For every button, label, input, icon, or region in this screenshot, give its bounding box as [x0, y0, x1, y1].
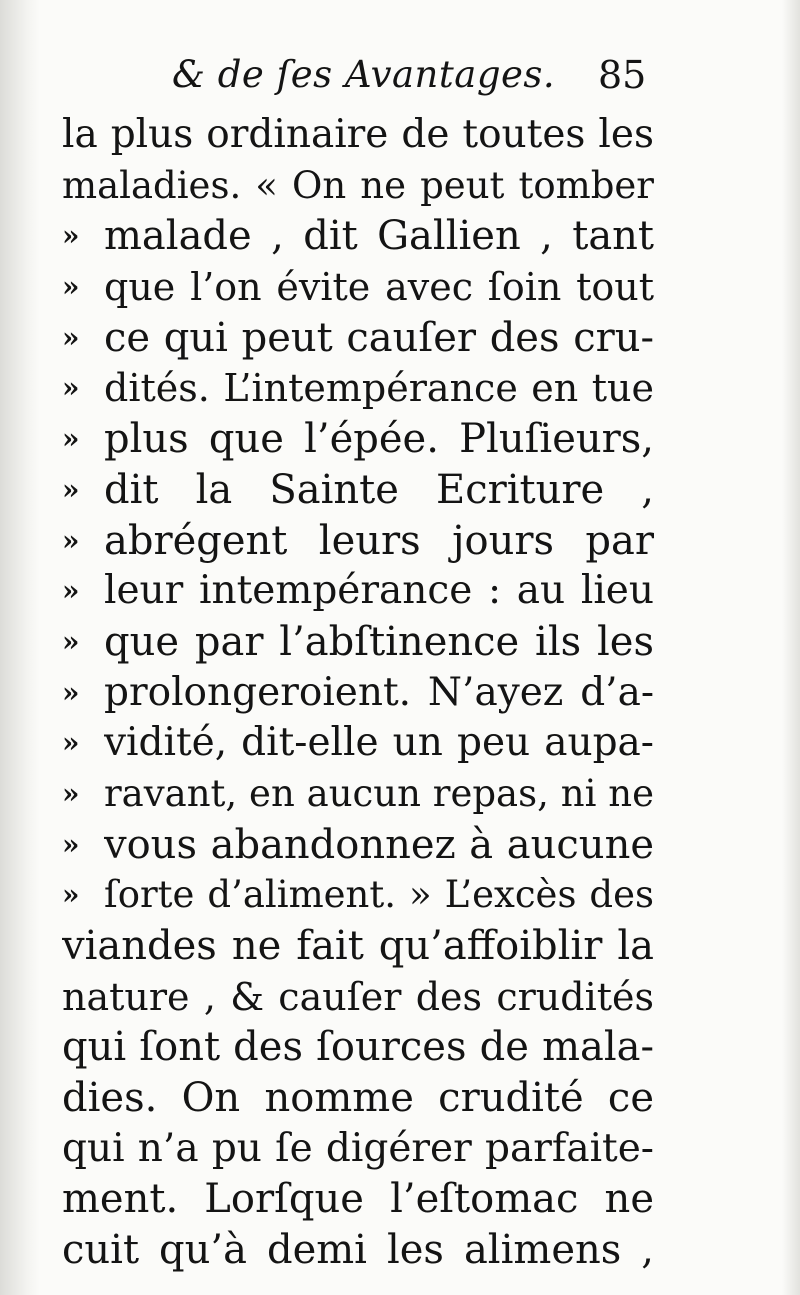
line-text: vidité, dit-elle un peu aupa-: [104, 720, 654, 766]
quotation-mark: »: [62, 219, 80, 253]
quotation-mark: »: [62, 523, 80, 557]
quotation-mark: »: [62, 371, 80, 405]
text-line: [0, 414, 800, 465]
quotation-mark: »: [62, 270, 80, 304]
text-line: [0, 566, 800, 617]
line-text: qui n’a pu ſe digérer parfaite-: [62, 1125, 654, 1171]
text-line: [0, 161, 800, 212]
line-text: ment. Lorſque l’eſtomac ne: [62, 1176, 654, 1223]
line-text: malade , dit Gallien , tant: [104, 213, 654, 260]
line-text: dies. On nomme crudité ce: [62, 1075, 654, 1122]
quotation-mark: »: [62, 726, 80, 760]
running-title: & de ſes Avantages.: [172, 53, 556, 96]
text-line: [0, 769, 800, 820]
text-line: [0, 1174, 800, 1225]
line-text: dit la Sainte Ecriture ,: [104, 466, 654, 513]
line-text: que l’on évite avec ſoin tout: [104, 265, 654, 310]
text-line: [0, 972, 800, 1023]
line-text: cuit qu’à demi les alimens ,: [62, 1227, 654, 1274]
quotation-mark: »: [62, 776, 80, 810]
line-text: qui ſont des ſources de mala-: [62, 1024, 654, 1071]
body-text: [0, 110, 800, 1276]
line-text: leur intempérance : au lieu: [104, 568, 654, 614]
text-line: [0, 465, 800, 516]
quotation-mark: »: [62, 472, 80, 506]
quotation-mark: »: [62, 878, 80, 912]
quotation-mark: »: [62, 827, 80, 861]
text-line: [0, 668, 800, 719]
text-line: [0, 870, 800, 921]
quotation-mark: »: [62, 574, 80, 608]
text-line: [0, 1022, 800, 1073]
line-text: viandes ne fait qu’affoiblir la: [62, 923, 654, 969]
text-line: [0, 617, 800, 668]
line-text: prolongeroient. N’ayez d’a-: [104, 669, 654, 715]
quotation-mark: »: [62, 320, 80, 354]
text-line: [0, 363, 800, 414]
text-line: [0, 211, 800, 262]
line-text: abrégent leurs jours par: [104, 517, 654, 564]
text-line: [0, 820, 800, 871]
text-line: [0, 313, 800, 364]
text-line: [0, 516, 800, 567]
line-text: plus que l’épée. Pluſieurs,: [104, 416, 654, 463]
line-text: maladies. « On ne peut tomber: [62, 163, 654, 207]
text-line: [0, 1124, 800, 1175]
line-text: la plus ordinaire de toutes les: [62, 112, 654, 157]
line-text: ſorte d’aliment. » L’excès des: [104, 873, 654, 917]
line-text: nature , & cauſer des crudités: [62, 974, 654, 1019]
text-line: [0, 1073, 800, 1124]
line-text: ravant, en aucun repas, ni ne: [104, 771, 654, 815]
text-line: [0, 262, 800, 313]
quotation-mark: »: [62, 422, 80, 456]
text-line: [0, 718, 800, 769]
text-line: [0, 921, 800, 972]
text-line: [0, 110, 800, 161]
quotation-mark: »: [62, 624, 80, 658]
running-head: [0, 50, 800, 100]
line-text: que par l’abſtinence ils les: [104, 618, 654, 665]
quotation-mark: »: [62, 675, 80, 709]
line-text: vous abandonnez à aucune: [104, 821, 654, 868]
page-number: 85: [598, 53, 647, 97]
line-text: dités. L’intempérance en tue: [104, 366, 654, 411]
line-text: ce qui peut cauſer des cru-: [104, 314, 654, 361]
text-line: [0, 1225, 800, 1276]
